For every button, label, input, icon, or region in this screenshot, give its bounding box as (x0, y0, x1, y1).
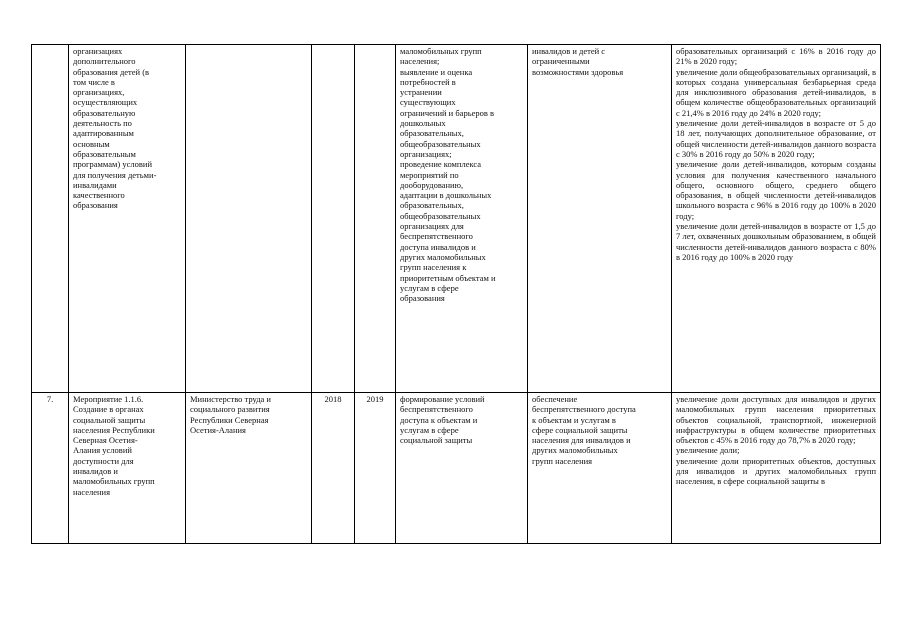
content-cell: формирование условий беспрепятственного доступа к объектам и услугам в сфере социальной защиты (396, 393, 528, 544)
table-row (32, 393, 881, 544)
content-cell: маломобильных групп населения; выявление и оценка потребностей в устранении существующих ограничений и барьеров в дошкольных образовательных, общеобразовательных организациях; проведение комплекса мероприятий по дооборудованию, адаптации в дошкольных образовательных, общеобразовательных организациях для беспрепятственного доступа инвалидов и других маломобильных групп населения к приоритетным объектам и услугам в сфере образования (396, 45, 528, 393)
table-row (32, 45, 881, 393)
row-number-cell: 7. (32, 393, 69, 544)
row-number-cell (32, 45, 69, 393)
indicators-cell: образовательных организаций с 16% в 2016 году до 21% в 2020 году; увеличение доли общеобразовательных организаций, в которых создана универсальная безбарьерная среда для инклюзивного образования детей-инвалидов, в общем количестве общеобразовательных организаций с 21,4% в 2016 году до 24% в 2020 году; увеличение доли детей-инвалидов в возрасте от 5 до 18 лет, получающих дополнительное образование, от общей численности детей-инвалидов данного возраста с 30% в 2016 году до 50% в 2020 году; увеличение доли детей-инвалидов, которым созданы условия для получения качественного начального общего, основного общего, среднего общего образования, в общей численности детей-инвалидов школьного возраста с 96% в 2016 году до 100% в 2020 году; увеличение доли детей-инвалидов в возрасте от 1,5 до 7 лет, охваченных дошкольным образованием, в общей численности детей-инвалидов данного возраста с 80% в 2016 году до 100% в 2020 году (672, 45, 881, 393)
executor-cell (186, 45, 312, 393)
start-year-cell: 2018 (312, 393, 355, 544)
result-cell: обеспечение беспрепятственного доступа к объектам и услугам в сфере социальной защиты населения для инвалидов и других маломобильных групп населения (528, 393, 672, 544)
start-year-cell (312, 45, 355, 393)
activities-table (31, 44, 881, 544)
executor-cell: Министерство труда и социального развития Республики Северная Осетия-Алания (186, 393, 312, 544)
end-year-cell (355, 45, 396, 393)
end-year-cell: 2019 (355, 393, 396, 544)
indicators-cell: увеличение доли доступных для инвалидов и других маломобильных групп населения приоритетных объектов социальной, транспортной, инженерной инфраструктуры в общем количестве приоритетных объектов с 45% в 2016 году до 78,7% в 2020 году; увеличение доли; увеличение доли приоритетных объектов, доступных для инвалидов и других маломобильных групп населения, в сфере социальной защиты в (672, 393, 881, 544)
result-cell: инвалидов и детей с ограниченными возможностями здоровья (528, 45, 672, 393)
event-cell: организациях дополнительного образования детей (в том числе в организациях, осуществляющих образовательную деятельность по адаптированным основным образовательным программам) условий для получения детьми- инвалидами качественного образования (69, 45, 186, 393)
event-cell: Мероприятие 1.1.6. Создание в органах социальной защиты населения Республики Северная Осетия- Алания условий доступности для инвалидов и маломобильных групп населения (69, 393, 186, 544)
